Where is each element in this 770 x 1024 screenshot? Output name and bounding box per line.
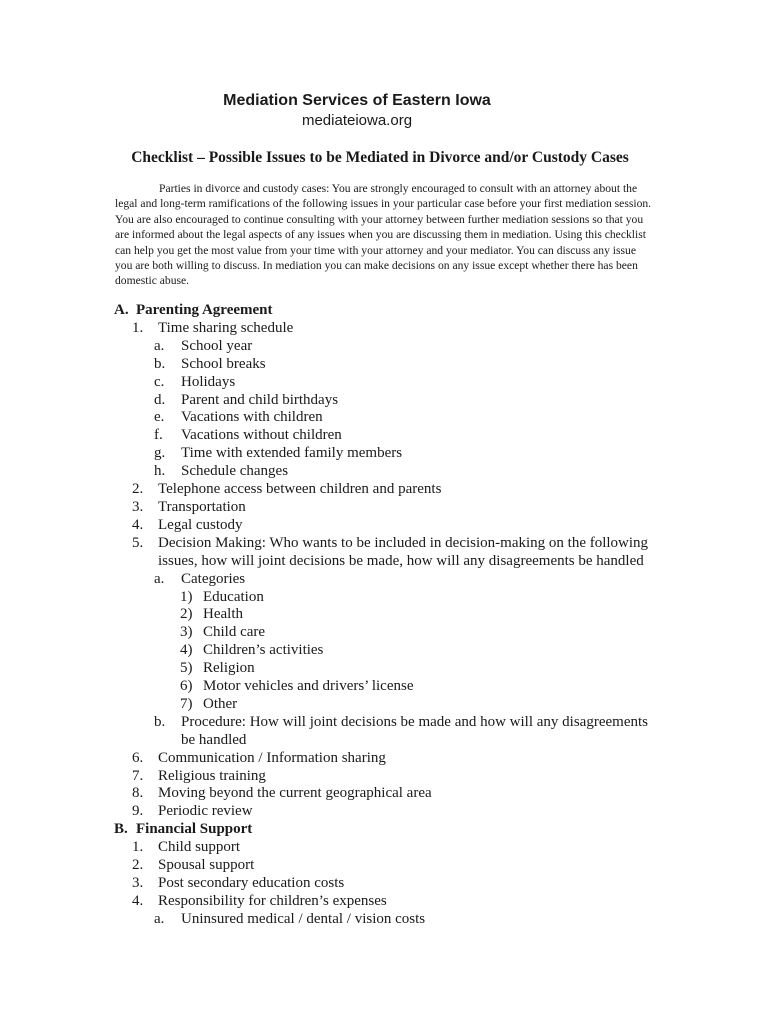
item-text: Uninsured medical / dental / vision costs <box>181 910 426 927</box>
list-item <box>114 427 674 445</box>
list-item <box>114 535 674 553</box>
list-item <box>114 320 674 338</box>
item-number: a. <box>154 570 165 587</box>
item-number: 2. <box>132 481 144 498</box>
list-item <box>114 714 674 732</box>
item-text: Motor vehicles and drivers’ license <box>203 678 414 695</box>
item-text-continued: be handled <box>181 731 247 748</box>
item-text: Parent and child birthdays <box>181 391 339 408</box>
item-text: Vacations with children <box>181 409 323 426</box>
item-text: Time with extended family members <box>181 445 403 462</box>
item-number: 5. <box>132 534 144 551</box>
list-item <box>114 660 674 678</box>
item-number: A. <box>114 302 129 318</box>
item-number: 1. <box>132 319 144 336</box>
item-text: Legal custody <box>158 516 243 533</box>
item-number: f. <box>154 427 163 444</box>
list-item <box>114 445 674 463</box>
item-number: 3. <box>132 498 144 515</box>
item-text: Other <box>203 695 238 712</box>
item-number: e. <box>154 409 165 426</box>
item-number: 1. <box>132 839 144 856</box>
list-item <box>114 463 674 481</box>
list-item <box>114 392 674 410</box>
item-number: 5) <box>180 660 193 677</box>
list-item <box>114 356 674 374</box>
item-text: Periodic review <box>158 803 253 820</box>
list-item <box>114 911 674 929</box>
item-text: Post secondary education costs <box>158 875 345 891</box>
item-number: 3) <box>180 624 193 641</box>
item-text: Categories <box>181 570 246 587</box>
item-number: B. <box>114 821 128 838</box>
item-text: Spousal support <box>158 857 255 874</box>
item-text: Moving beyond the current geographical area <box>158 785 432 802</box>
section-title: Parenting Agreement <box>136 302 273 318</box>
item-text: Holidays <box>181 373 236 390</box>
item-text: Children’s activities <box>203 642 324 659</box>
list-item <box>114 678 674 696</box>
item-number: b. <box>154 355 166 372</box>
item-text: School year <box>181 337 253 354</box>
item-number: g. <box>154 445 166 462</box>
item-number: 7) <box>180 695 193 712</box>
list-item <box>114 750 674 768</box>
item-number: 2. <box>132 857 144 874</box>
item-number: b. <box>154 713 166 730</box>
item-text: Telephone access between children and parents <box>158 481 442 498</box>
item-number: 4. <box>132 892 144 909</box>
item-number: 4) <box>180 642 193 659</box>
list-item <box>114 499 674 517</box>
item-text-continued: issues, how will joint decisions be made, how will any disagreements be handled <box>158 552 644 569</box>
list-item <box>114 517 674 535</box>
item-text: Health <box>203 606 243 623</box>
item-number: h. <box>154 463 166 480</box>
list-item <box>114 839 674 857</box>
list-item <box>114 875 674 893</box>
item-number: d. <box>154 391 166 408</box>
list-item-continuation <box>114 732 674 750</box>
item-text: Religion <box>203 660 255 677</box>
intro-paragraph <box>115 181 653 289</box>
list-item <box>114 785 674 803</box>
item-text: Procedure: How will joint decisions be made and how will any disagreements <box>181 713 648 730</box>
item-number: 3. <box>132 875 144 891</box>
section-title: Financial Support <box>136 821 253 838</box>
org-name: Mediation Services of Eastern Iowa <box>223 92 491 109</box>
item-number: c. <box>154 373 165 390</box>
list-item <box>114 481 674 499</box>
item-number: 1) <box>180 588 193 605</box>
item-number: 4. <box>132 516 144 533</box>
item-text: Time sharing schedule <box>158 319 294 336</box>
list-item <box>114 338 674 356</box>
item-number: 6) <box>180 678 193 695</box>
item-text: Religious training <box>158 767 266 784</box>
section-heading <box>114 302 674 320</box>
list-item <box>114 696 674 714</box>
org-url: mediateiowa.org <box>301 112 413 129</box>
list-item <box>114 803 674 821</box>
list-item <box>114 624 674 642</box>
item-number: 8. <box>132 785 144 802</box>
item-text: Communication / Information sharing <box>158 749 386 766</box>
item-text: School breaks <box>181 355 266 372</box>
item-number: 6. <box>132 749 144 766</box>
item-number: a. <box>154 337 165 354</box>
list-item <box>114 857 674 875</box>
list-item <box>114 768 674 786</box>
item-text: Schedule changes <box>181 463 289 480</box>
list-item <box>114 374 674 392</box>
list-item <box>114 893 674 911</box>
list-item <box>114 642 674 660</box>
item-text: Decision Making: Who wants to be included in decision-making on the following <box>158 534 649 551</box>
item-text: Child care <box>203 624 266 641</box>
item-text: Education <box>203 588 264 605</box>
item-number: 9. <box>132 803 144 820</box>
item-number: 7. <box>132 767 144 784</box>
document-title: Checklist – Possible Issues to be Mediated in Divorce and/or Custody Cases <box>131 149 629 166</box>
list-item <box>114 606 674 624</box>
item-number: a. <box>154 910 165 927</box>
list-item <box>114 571 674 589</box>
checklist-outline <box>114 302 674 929</box>
intro-text: Parties in divorce and custody cases: You are strongly encouraged to consult with an attorney about the legal and long-term ramifications of the following issues in your particular case before your first mediation session. You are also encouraged to continue consulting with your attorney between further mediation sessions so that you are informed about the legal aspects of any issues when you are discussing them in mediation. Using this checklist can help you get the most value from your time with your attorney and your mediator. You can discuss any issue you are both willing to discuss. In mediation you can make decisions on any issue except whether there has been domestic abuse. <box>115 182 652 288</box>
list-item <box>114 409 674 427</box>
list-item-continuation <box>114 553 674 571</box>
item-text: Vacations without children <box>181 427 342 444</box>
section-heading <box>114 821 674 839</box>
item-text: Transportation <box>158 498 246 515</box>
item-number: 2) <box>180 606 193 623</box>
list-item <box>114 589 674 607</box>
item-text: Child support <box>158 839 241 856</box>
item-text: Responsibility for children’s expenses <box>158 892 387 909</box>
